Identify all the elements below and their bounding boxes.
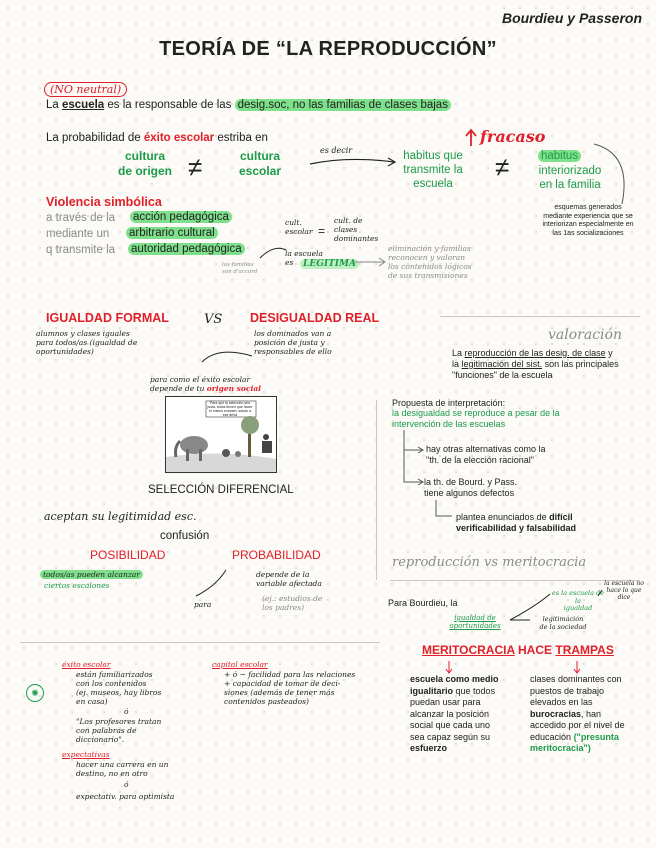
violencia-line-1: a través de la: [46, 212, 116, 224]
exito-escolar-title: éxito escolar: [62, 660, 111, 669]
arbitrario-cultural: arbitrario cultural: [126, 227, 218, 239]
cartoon-speech: Para que la selección sea justa, todos tienen que hacer el mismo examen: suban a ese árbol: [207, 401, 253, 417]
capital-escolar-title: capital escolar: [212, 660, 268, 669]
escuela-word: escuela: [62, 99, 105, 111]
arrow-icon: [258, 240, 288, 260]
vs-label: VS: [204, 312, 223, 327]
confusion-label: confusión: [160, 530, 210, 542]
valoracion-title: valoración: [548, 327, 622, 343]
authors: Bourdieu y Passeron: [501, 10, 642, 26]
propuesta-green: la desigualdad se reproduce a pesar de la intervención de las escuelas: [392, 408, 560, 429]
exito-escolar-note: están familiarizados con los contenidos (ej. museos, hay libros en casa): [76, 670, 162, 706]
valoracion-text: La reproducción de las desig. de clase y la legitimación del sist. son las principales "funciones" de la escuela: [452, 348, 619, 380]
neq-symbol-1: ≠: [188, 152, 203, 182]
cultura-escolar: cultura escolar: [238, 149, 282, 178]
habitus-familia: interiorizado en la familia: [538, 165, 602, 191]
para-label: para: [194, 600, 212, 609]
arrow-icon: [506, 586, 606, 626]
side-note: las familias son d'accord: [222, 262, 258, 275]
cult-escolar-hand: cult. escolar: [285, 218, 313, 236]
desigualdad-real: DESIGUALDAD REAL: [250, 311, 380, 325]
fracaso-label: fracaso: [480, 127, 546, 146]
es-decir: es decir: [320, 146, 353, 155]
expectativas-title: expectativas: [62, 750, 110, 759]
todos-pueden: todos/as pueden alcanzar: [40, 570, 143, 579]
ej-estudios: (ej.: estudios de los padres): [262, 594, 323, 612]
profesores-quote: "Los profesores tratan con palabras de diccionario".: [76, 717, 162, 744]
violencia-line-2: mediante un: [46, 228, 110, 240]
equals-symbol: =: [318, 224, 326, 238]
probabilidad-label: PROBABILIDAD: [232, 548, 321, 562]
habitus-label: habitus: [538, 150, 581, 162]
seleccion-diferencial: SELECCIÓN DIFERENCIAL: [148, 484, 294, 496]
arrow-icon: [308, 152, 398, 168]
no-neutral-note: (NO neutral): [44, 82, 127, 97]
exito-pre: La probabilidad de: [46, 132, 141, 144]
o-label-2: ó: [124, 780, 129, 789]
up-arrow-icon: [464, 128, 478, 148]
cultura-origen: cultura de origen: [117, 149, 172, 178]
no-hace-lo-que-dice: la escuela no hace lo que dice: [604, 580, 644, 601]
igualdad-formal-note: alumnos y clases iguales para todos/as (igualdad de oportunidades): [36, 329, 138, 356]
autoridad-pedagogica: autoridad pedagógica: [128, 243, 245, 255]
desigualdad-real-note: los dominados van a posición de justa y responsables de ello: [254, 329, 332, 356]
para-como-note: para como el éxito escolar depende de tu origen social: [150, 375, 262, 393]
intro-mid: es la responsable de las: [107, 99, 232, 111]
hacer-carrera: hacer una carrera en un destino, no en otro: [76, 760, 169, 778]
cult-dominantes-hand: cult. de clases dominantes: [334, 216, 379, 243]
divider: [440, 316, 640, 317]
alternativas-text: hay otras alternativas como la "th. de la elección racional": [426, 444, 546, 465]
intro-line: [46, 99, 451, 111]
posibilidad-label: POSIBILIDAD: [90, 548, 166, 562]
igualdad-oportunidades: igualdad de oportunidades: [449, 614, 501, 630]
violencia-line-3: q transmite la: [46, 244, 116, 256]
esquemas-note: esquemas generados mediante experiencia que se interiorizan especialmente en las 1as socializaciones: [542, 204, 634, 237]
exito-post: estriba en: [217, 132, 268, 144]
page-title: TEORÍA DE “LA REPRODUCCIÓN”: [159, 38, 497, 60]
propuesta-label: Propuesta de interpretación:: [392, 398, 506, 408]
intro-pre: La: [46, 99, 59, 111]
curved-arrow-icon: [588, 140, 638, 210]
neq-symbol-2: ≠: [495, 152, 510, 182]
capital-escolar-note: + ó − facilidad para las relaciones + capacidad de tomar de deci- siones (además de tener más contenidos pasteados): [224, 670, 356, 706]
desig-soc-highlight: desig.soc, no las familias de clases bajas: [235, 99, 451, 111]
divider: [20, 642, 380, 643]
reproduccion-vs-meritocracia: reproducción vs meritocracia: [392, 555, 587, 570]
meritocracia-left: escuela como medio igualitario que todos puedan usar para alcanzar la posición social que cada uno sea capaz según su esfuerzo: [410, 674, 499, 753]
accion-pedagogica: acción pedagógica: [130, 211, 232, 223]
exito-key: éxito escolar: [143, 132, 215, 144]
para-bourdieu: Para Bourdieu, la: [388, 598, 458, 608]
ciertos-escalones: ciertos escalones: [44, 581, 110, 590]
aceptan-legitimidad: aceptan su legitimidad esc.: [44, 510, 197, 523]
divider: [376, 400, 377, 580]
o-label: ó: [124, 707, 129, 716]
arrow-icon: [192, 566, 232, 600]
escuela-es-hand: la escuela es: [285, 249, 323, 267]
arrow-icon: [352, 256, 388, 268]
arrow-icon: [198, 344, 258, 368]
plantea-text: plantea enunciados de difícil verificabilidad y falsabilidad: [456, 512, 577, 533]
habitus-escuela: habitus que transmite la escuela: [403, 150, 463, 190]
exito-line: [46, 132, 268, 144]
arrow-icon: [572, 660, 582, 674]
es-garante: es la escuela de la igualdad: [551, 589, 605, 612]
meritocracia-title: MERITOCRACIA HACE TRAMPAS: [422, 643, 614, 657]
depende-variable: depende de la variable afectada: [256, 570, 322, 588]
defectos-text: la th. de Bourd. y Pass. tiene algunos defectos: [424, 477, 518, 498]
legitima-label: LEGITIMA: [300, 259, 359, 269]
violencia-title: Violencia simbólica: [46, 195, 162, 209]
igualdad-formal: IGUALDAD FORMAL: [46, 311, 169, 325]
legitima-note: eliminación y familias reconocen y valoran los contenidos lógicos de sus transmisiones: [388, 244, 472, 280]
spiral-icon: ✺: [26, 684, 44, 702]
branch-lines: [432, 500, 456, 524]
legitimacion-sociedad: legitimación de la sociedad: [539, 615, 587, 631]
expectativas-optimista: expectativ. para optimista: [76, 792, 175, 801]
meritocracia-right: clases dominantes con puestos de trabajo elevados en las burocracias, han accedido por el nivel de educación ("presunta meritocracia"): [530, 674, 625, 753]
arrow-icon: [444, 660, 454, 674]
